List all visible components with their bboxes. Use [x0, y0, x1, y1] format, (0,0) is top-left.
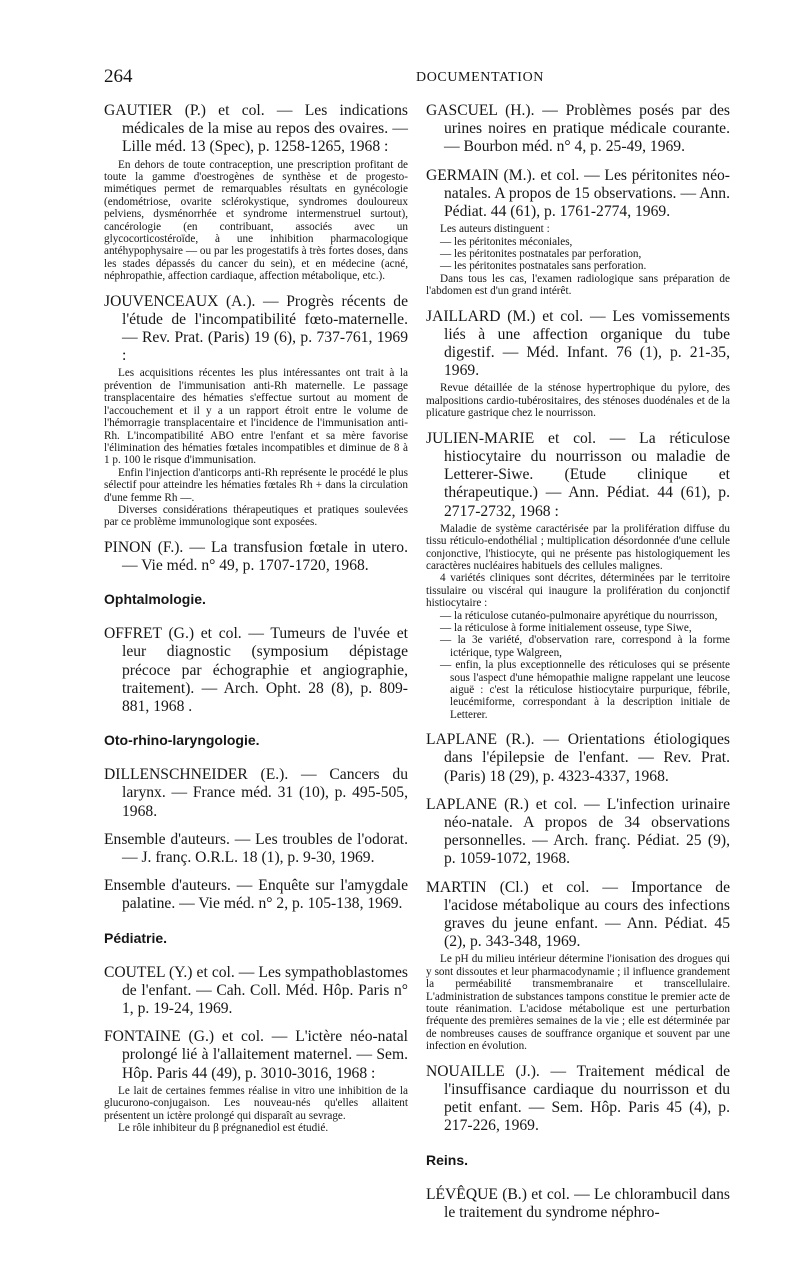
abstract-paragraph: Maladie de système caractérisée par la prolifération diffuse du tissu réticulo-endothélial ; multiplication désordonnée d'une cellule conjonctive, l'histiocyte, qui ne présente pas histologiquement les caractères nucléaires habituels des cellules malignes.: [426, 522, 730, 572]
abstract-list: [426, 236, 730, 273]
right-column: [426, 102, 730, 1232]
bibliography-entry: [104, 293, 408, 529]
abstract-paragraph: 4 variétés cliniques sont décrites, déterminées par le territoire tissulaire ou viscéral qui inaugure la prolifération du conjonctif histiocytaire :: [426, 572, 730, 610]
citation: PINON (F.). — La transfusion fœtale in utero. — Vie méd. n° 49, p. 1707-1720, 1968.: [104, 538, 408, 574]
abstract-paragraph: Diverses considérations thérapeutiques et pratiques soulevées par ce problème immunologique sont exposées.: [104, 503, 408, 529]
citation: JULIEN-MARIE et col. — La réticulose histiocytaire du nourrisson ou maladie de Letterer-Siwe. (Etude clinique et thérapeutique.) — Ann. Pédiat. 44 (61), p. 2717-2732, 1968 :: [426, 429, 730, 520]
abstract-paragraph: Revue détaillée de la sténose hypertrophique du pylore, des malpositions cardio-tubérositaires, des sténoses duodénales et de la plicature gastrique chez le nourrisson.: [426, 382, 730, 420]
abstract-list: [426, 610, 730, 722]
section-heading: Reins.: [426, 1151, 469, 1168]
citation: JOUVENCEAUX (A.). — Progrès récents de l'étude de l'incompatibilité fœto-maternelle. — Rev. Prat. (Paris) 19 (6), p. 737-761, 1969 :: [104, 292, 408, 365]
citation: NOUAILLE (J.). — Traitement médical de l'insuffisance cardiaque du nourrisson et du petit enfant. — Sem. Hôp. Paris 45 (4), p. 217-226, 1969.: [426, 1062, 730, 1135]
abstract-paragraph: Les acquisitions récentes les plus intéressantes ont trait à la prévention de l'immunisation anti-Rh maternelle. Le passage transplacentaire des hématies s'effectue surtout au moment de l'accouchement et il y a un rapport étroit entre le volume de l'hémorragie transplacentaire et l'incidence de l'immunisation anti-Rh. L'incompatibilité ABO entre l'enfant et sa mère favorise l'élimination des hématies fœtales incompatibles et diminue de 8 à 1 p. 100 le risque d'immunisation.: [104, 367, 408, 467]
abstract-list-item: — les péritonites méconiales,: [440, 235, 573, 248]
bibliography-entry: [104, 625, 408, 716]
citation: COUTEL (Y.) et col. — Les sympathoblastomes de l'enfant. — Cah. Coll. Méd. Hôp. Paris n° 1, p. 19-24, 1969.: [104, 963, 408, 1018]
bibliography-entry: [426, 167, 730, 298]
bibliography-entry: [426, 1063, 730, 1136]
abstract: [104, 159, 408, 283]
abstract-list-item: — la réticulose à forme initialement osseuse, type Siwe,: [440, 621, 692, 634]
citation: GAUTIER (P.) et col. — Les indications médicales de la mise au repos des ovaires. — Lille méd. 13 (Spec), p. 1258-1265, 1968 :: [104, 102, 408, 156]
citation: MARTIN (Cl.) et col. — Importance de l'acidose métabolique au cours des infections graves du jeune enfant. — Ann. Pédiat. 45 (2), p. 343-348, 1969.: [426, 878, 730, 951]
bibliography-entry: [104, 831, 408, 867]
citation: DILLENSCHNEIDER (E.). — Cancers du larynx. — France méd. 31 (10), p. 495-505, 1968.: [104, 766, 408, 820]
citation: LÉVÊQUE (B.) et col. — Le chlorambucil dans le traitement du syndrome néphro-: [426, 1185, 730, 1221]
bibliography-entry: [426, 1186, 730, 1222]
page-number: 264: [104, 66, 133, 87]
abstract-paragraph: Le pH du milieu intérieur détermine l'ionisation des drogues qui y sont dissoutes et leur pharmacodynamie ; il influence grandement la perméabilité transmembranaire et transcellulaire. L'administration de substances tampons constitue le premier acte de toute réanimation. L'acidose métabolique est une perturbation fréquente des premières semaines de la vie ; elle est déterminée par de nombreuses causes de souffrance organique et souvent par une infection en évolution.: [426, 953, 730, 1053]
bibliography-entry: [104, 539, 408, 575]
bibliography-entry: [104, 877, 408, 913]
abstract-paragraph: Dans tous les cas, l'examen radiologique sans préparation de l'abdomen est d'un grand intérêt.: [426, 272, 730, 298]
abstract-paragraph: Les auteurs distinguent :: [440, 223, 550, 236]
bibliography-entry: [426, 796, 730, 869]
citation: FONTAINE (G.) et col. — L'ictère néo-natal prolongé lié à l'allaitement maternel. — Sem. Hôp. Paris 44 (49), p. 3010-3016, 1968 :: [104, 1028, 408, 1082]
section-heading: Pédiatrie.: [104, 929, 168, 946]
bibliography-entry: [104, 766, 408, 821]
abstract-paragraph: Enfin l'injection d'anticorps anti-Rh représente le procédé le plus sélectif pour atteindre les hématies fœtales Rh + dans la circulation d'une femme Rh —.: [104, 466, 408, 504]
citation: GASCUEL (H.). — Problèmes posés par des urines noires en pratique médicale courante. — Bourbon méd. n° 4, p. 25-49, 1969.: [426, 102, 730, 156]
abstract-list-item: — les péritonites postnatales sans perforation.: [440, 260, 647, 273]
bibliography-entry: [426, 430, 730, 722]
bibliography-entry: [104, 964, 408, 1019]
citation: JAILLARD (M.) et col. — Les vomissements liés à une affection organique du tube digestif. — Méd. Infant. 76 (1), p. 21-35, 1969.: [426, 307, 730, 380]
bibliography-entry: [426, 308, 730, 420]
abstract-list-item: — enfin, la plus exceptionnelle des réticuloses qui se présente sous l'aspect d'une hémopathie maligne rappelant une leucose aiguë : c'est la réticulose histiocytaire purpurique, fébrile, leucémiforme, correspondant à la description initiale de Letterer.: [440, 659, 730, 721]
abstract: [104, 1085, 408, 1135]
citation: LAPLANE (R.). — Orientations étiologiques dans l'épilepsie de l'enfant. — Rev. Prat. (Paris) 18 (29), p. 4323-4337, 1968.: [426, 731, 730, 785]
citation: GERMAIN (M.). et col. — Les péritonites néo-natales. A propos de 15 observations. — Ann. Pédiat. 44 (61), p. 1761-2774, 1969.: [426, 166, 730, 221]
abstract-list-item: — les péritonites postnatales par perforation,: [440, 248, 642, 261]
abstract-paragraph: Le rôle inhibiteur du β prégnanediol est étudié.: [118, 1122, 329, 1135]
citation: LAPLANE (R.) et col. — L'infection urinaire néo-natale. A propos de 34 observations personnelles. — Arch. franç. Pédiat. 25 (9), p. 1059-1072, 1968.: [426, 795, 730, 868]
bibliography-entry: [104, 1028, 408, 1134]
abstract-list-item: — la 3e variété, d'observation rare, correspond à la forme ictérique, type Walgreen,: [440, 634, 730, 659]
abstract-paragraph: En dehors de toute contraception, une prescription profitant de toute la gamme d'oestrogènes de synthèse et de progesto-mimétiques permet de remarquables résultats en gynécologie (endométriose, ovarite sclérokystique, syndromes douloureux pelviens, dysménorrhée et syndrome intermenstruel surtout), cancérologie (en contribuant, associés avec un glycocorticostéroïde, à une inhibition pharmacologique antéhypophysaire — ou par les progestatifs à très fortes doses, dans les stades dépassés du cancer du sein), et en médecine (acné, néphropathie, affection cardiaque, affection métabolique, etc.).: [104, 158, 408, 283]
section-heading: Oto-rhino-laryngologie.: [104, 732, 260, 749]
citation: Ensemble d'auteurs. — Enquête sur l'amygdale palatine. — Vie méd. n° 2, p. 105-138, 1969.: [104, 877, 408, 913]
abstract: [426, 953, 730, 1052]
bibliography-entry: [426, 731, 730, 786]
abstract: [426, 223, 730, 297]
abstract: [426, 523, 730, 722]
citation: Ensemble d'auteurs. — Les troubles de l'odorat. — J. franç. O.R.L. 18 (1), p. 9-30, 1969.: [104, 830, 408, 866]
bibliography-entry: [426, 102, 730, 157]
left-column: [104, 102, 408, 1144]
bibliography-entry: [104, 102, 408, 283]
abstract-list-item: — la réticulose cutanéo-pulmonaire apyrétique du nourrisson,: [440, 609, 718, 622]
abstract: [426, 382, 730, 419]
bibliography-entry: [426, 879, 730, 1053]
running-header: DOCUMENTATION: [415, 70, 544, 85]
abstract: [104, 367, 408, 528]
abstract-paragraph: Le lait de certaines femmes réalise in vitro une inhibition de la glucurono-conjugaison. Les nouveau-nés qu'elles allaitent présentent un ictère prolongé qui disparaît au sevrage.: [104, 1084, 408, 1122]
section-heading: Ophtalmologie.: [104, 591, 206, 608]
citation: OFFRET (G.) et col. — Tumeurs de l'uvée et leur diagnostic (symposium dépistage précoce par échographie et angiographie, traitement). — Arch. Opht. 28 (8), p. 809-881, 1968 .: [104, 625, 408, 715]
